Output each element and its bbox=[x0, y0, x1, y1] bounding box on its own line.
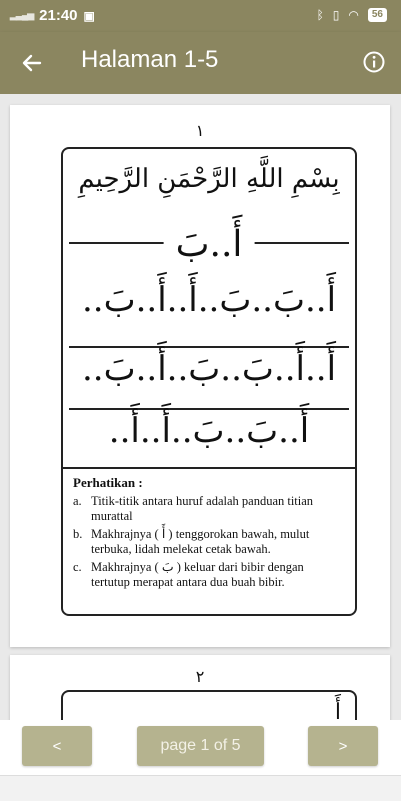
page-image-1 bbox=[10, 105, 390, 647]
basmala-calligraphy: بِسْمِ اللَّهِ الرَّحْمَنِ الرَّحِيمِ bbox=[78, 164, 340, 194]
note-text: Makhrajnya ( بَ ) keluar dari bibir dengan tertutup merapat antara dua buah bibir. bbox=[91, 560, 304, 589]
page-indicator[interactable]: page 1 of 5 bbox=[137, 726, 264, 766]
battery-icon: 56 bbox=[368, 8, 387, 22]
reading-row-1: أَ..بَ..بَ..أَ..أَ..بَ.. bbox=[81, 280, 337, 320]
note-item bbox=[73, 494, 345, 524]
note-text: Makhrajnya ( أَ ) tenggorokan bawah, mulut terbuka, lidah melekat cetak bawah. bbox=[91, 527, 310, 556]
back-button[interactable] bbox=[18, 49, 46, 77]
status-right bbox=[317, 8, 387, 22]
page-title: Halaman 1-5 bbox=[81, 46, 219, 73]
reading-row-2: أَ..أَ..بَ..بَ..أَ..بَ.. bbox=[81, 349, 337, 389]
note-label: b. bbox=[73, 527, 83, 541]
status-time: 21:40 bbox=[39, 7, 78, 24]
note-item bbox=[73, 527, 345, 557]
notes-box bbox=[63, 467, 355, 590]
note-item bbox=[73, 560, 345, 590]
lesson-heading: أَ..بَ bbox=[164, 223, 255, 267]
notes-title: Perhatikan : bbox=[73, 475, 143, 490]
wifi-icon: ◠ bbox=[348, 8, 359, 22]
info-icon bbox=[363, 51, 385, 73]
system-nav-bar bbox=[0, 775, 401, 801]
app-bar bbox=[0, 32, 401, 94]
signal-icon: ▂▃▄▅ bbox=[10, 10, 34, 20]
pages-scroll-area[interactable] bbox=[0, 94, 401, 720]
page-number: ٢ bbox=[195, 667, 205, 686]
note-text: Titik-titik antara huruf adalah panduan titian murattal bbox=[91, 494, 314, 523]
partial-arabic-text: أَ bbox=[334, 700, 341, 720]
row-divider bbox=[69, 408, 349, 410]
status-left bbox=[10, 7, 95, 24]
row-divider bbox=[69, 346, 349, 348]
lesson-frame bbox=[61, 147, 357, 616]
info-button[interactable] bbox=[363, 51, 385, 73]
page-number: ١ bbox=[195, 121, 205, 140]
note-label: a. bbox=[73, 494, 82, 508]
pagination-bar bbox=[0, 720, 401, 775]
next-page-button[interactable]: > bbox=[308, 726, 378, 766]
bluetooth-icon: ᛒ bbox=[316, 8, 324, 22]
lesson-frame bbox=[61, 690, 357, 720]
arrow-left-icon bbox=[18, 49, 46, 77]
vibrate-icon: ▯ bbox=[332, 8, 340, 22]
note-label: c. bbox=[73, 560, 82, 574]
page-image-2 bbox=[10, 655, 390, 720]
reading-row-3: أَ..بَ..بَ..أَ..أَ.. bbox=[108, 411, 310, 451]
status-bar bbox=[0, 0, 401, 32]
previous-page-button[interactable]: < bbox=[22, 726, 92, 766]
no-sim-icon: ▣ bbox=[83, 8, 95, 23]
